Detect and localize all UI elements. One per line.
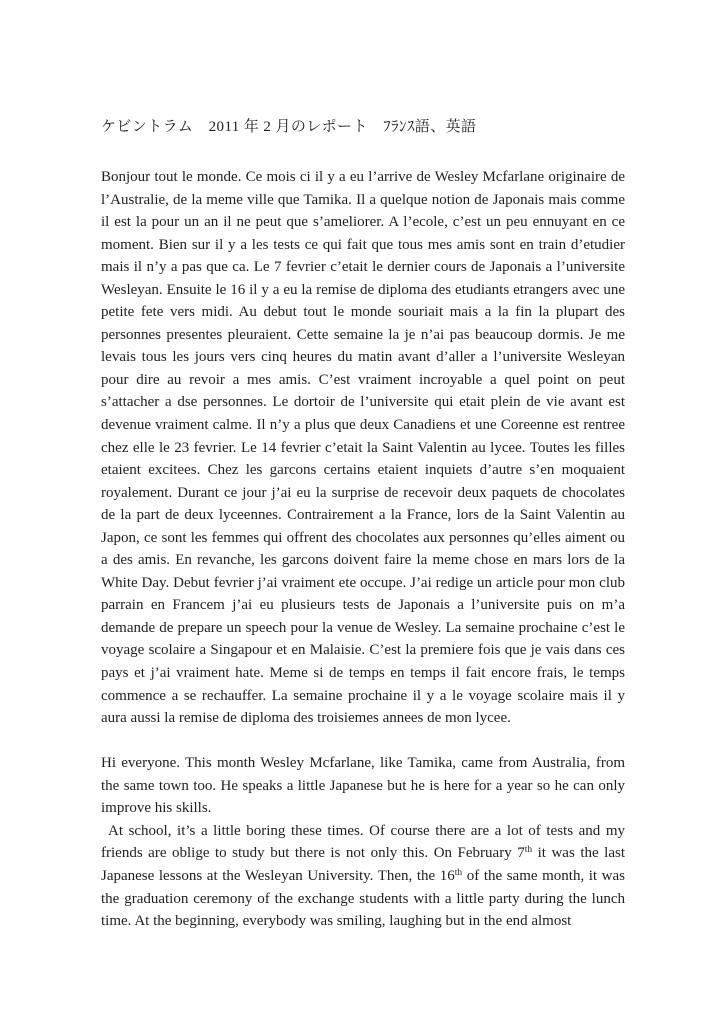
text-segment: Hi everyone. This month Wesley Mcfarlane, like Tamika, came from Australia, from the same town too. He speaks a little Japanese but he is here for a year so he can only improve his skills. (101, 755, 625, 817)
report-title: ケビントラム 2011 年 2 月のレポート ﾌﾗﾝｽ語、英語 (101, 119, 477, 135)
text-segment: it was the last Japanese lessons at the Wesleyan University. Then, the 16 (101, 845, 625, 884)
ordinal-superscript: th (524, 845, 533, 856)
text-segment: of the same month, it was the graduation ceremony of the exchange students with a little party during the lunch time. At the beginning, everybody was smiling, laughing but in the end almost (101, 867, 626, 930)
ordinal-superscript: th (454, 867, 463, 878)
text-segment: At school, it’s a little boring these times. Of course there are a lot of tests and my friends are oblige to study but there is not only this. On February 7 (101, 822, 625, 862)
english-report-paragraph (101, 752, 625, 820)
english-report-section (101, 752, 625, 932)
french-report-paragraph: Bonjour tout le monde. Ce mois ci il y a eu l’arrive de Wesley Mcfarlane originaire de l’Australie, de la meme ville que Tamika. Il a quelque notion de Japonais mais comme il est la pour un an il ne peut que s’ameliorer. A l’ecole, c’est un peu ennuyant en ce moment. Bien sur il y a les tests ce qui fait que tous mes amis sont en train d’etudier mais il n’y a pas que ca. Le 7 fevrier c’etait le dernier cours de Japonais a l’universite Wesleyan. Ensuite le 16 il y a eu la remise de diploma des etudiants etrangers avec une petite fete vers midi. Au debut tout le monde souriait mais a la fin la plupart des personnes presentes pleuraient. Cette semaine la je n’ai pas beaucoup dormis. Je me levais tous les jours vers cinq heures du matin avant d’aller a l’universite Wesleyan pour dire au revoir a mes amis. C’est vraiment incroyable a quel point on peut s’attacher a dse personnes. Le dortoir de l’universite qui etait plein de vie avant est devenue vraiment calme. Il n’y a plus que deux Canadiens et une Coreenne est rentree chez elle le 23 fevrier. Le 14 fevrier c’etait la Saint Valentin au lycee. Toutes les filles etaient excitees. Chez les garcons certains etaient inquiets d’autre s’en moquaient royalement. Durant ce jour j’ai eu la surprise de recevoir deux paquets de chocolates de la part de deux lyceennes. Contrairement a la France, lors de la Saint Valentin au Japon, ce sont les femmes qui offrent des chocolates aux personnes qu’elles aiment ou a des amis. En revanche, les garcons doivent faire la meme chose en mars lors de la White Day. Debut fevrier j’ai vraiment ete occupe. J’ai redige un article pour mon club parrain en Francem j’ai eu plusieurs tests de Japonais a l’universite puis on m’a demande de prepare un speech pour la venue de Wesley. La semaine prochaine c’est le voyage scolaire a Singapour et en Malaisie. C’est la premiere fois que je vais dans ces pays et j’ai vraiment hate. Meme si de temps en temps il fait encore frais, le temps commence a se rechauffer. La semaine prochaine il y a le voyage scolaire mais il y aura aussi la remise de diploma des troisiemes annees de mon lycee. (101, 169, 625, 727)
english-report-paragraph (101, 820, 625, 933)
